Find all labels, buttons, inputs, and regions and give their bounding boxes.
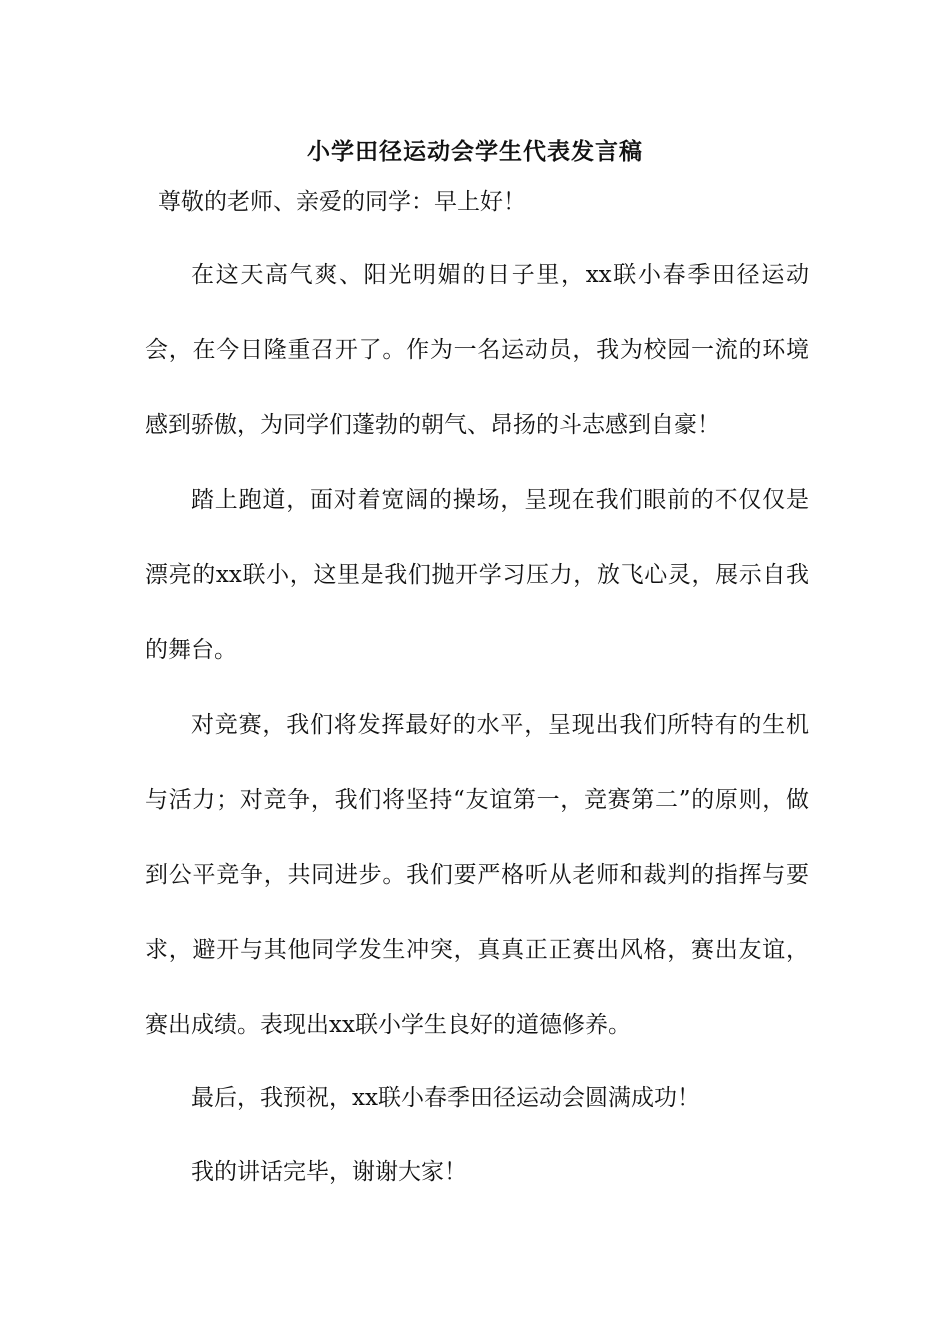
paragraph-competition: 对竞赛，我们将发挥最好的水平，呈现出我们所特有的生机与活力；对竞争，我们将坚持“友谊第一，竞赛第二”的原则，做到公平竞争，共同进步。我们要严格听从老师和裁判的指挥与要求，避开与其他同学发生冲突，真真正正赛出风格，赛出友谊，赛出成绩。表现出xx联小学生良好的道德修养。 xyxy=(145,712,809,1038)
paragraph-track: 踏上跑道，面对着宽阔的操场，呈现在我们眼前的不仅仅是漂亮的xx联小，这里是我们抛开学习压力，放飞心灵，展示自我的舞台。 xyxy=(145,487,809,663)
paragraph-closing: 我的讲话完毕，谢谢大家！ xyxy=(191,1159,467,1185)
salutation: 尊敬的老师、亲爱的同学：早上好！ xyxy=(158,189,526,215)
paragraph-wishes: 最后，我预祝，xx联小春季田径运动会圆满成功！ xyxy=(191,1085,700,1111)
paragraph-opening: 在这天高气爽、阳光明媚的日子里，xx联小春季田径运动会，在今日隆重召开了。作为一名运动员，我为校园一流的环境感到骄傲，为同学们蓬勃的朝气、昂扬的斗志感到自豪！ xyxy=(145,262,809,438)
document-title: 小学田径运动会学生代表发言稿 xyxy=(307,138,643,165)
